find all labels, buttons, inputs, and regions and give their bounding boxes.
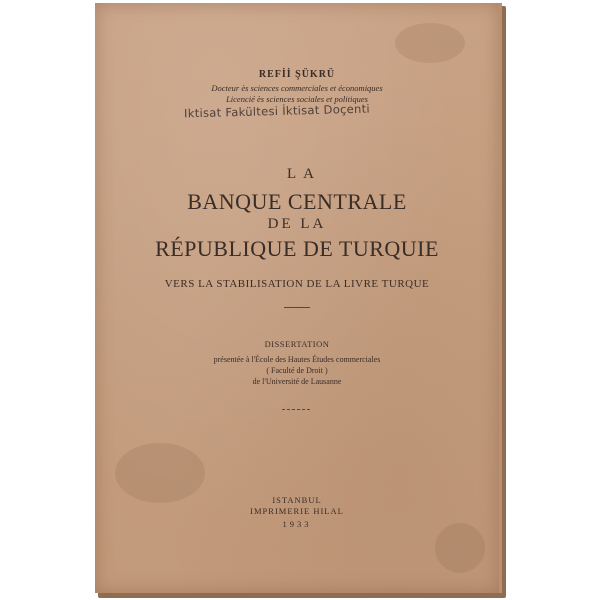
dissertation-line: de l'Université de Lausanne [252,377,342,386]
dissertation-line: présentée à l'École des Hautes Études commerciales [213,355,381,364]
paper-stain [115,443,205,503]
handwritten-note: Iktisat Fakültesi İktisat Doçenti [183,101,370,121]
paper-stain [395,23,465,63]
title-line: LA [287,166,321,182]
divider-rule [284,307,310,308]
publisher-city: ISTANBUL [272,495,322,505]
paper-stain [435,523,485,573]
title-line: DE LA [267,216,327,232]
author-credential: Licencié ès sciences sociales et politiques [226,94,368,104]
title-line: RÉPUBLIQUE DE TURQUIE [155,236,439,261]
title-line: BANQUE CENTRALE [187,189,407,214]
publication-year: 1933 [282,519,312,529]
book-cover [95,3,502,593]
divider-rule [282,409,312,410]
subtitle: VERS LA STABILISATION DE LA LIVRE TURQUE [164,278,430,290]
author-name: REFİİ ŞÜKRÜ [258,69,336,80]
dissertation-heading: DISSERTATION [264,339,330,349]
publisher-printer: IMPRIMERIE HILAL [250,506,344,516]
dissertation-line: ( Faculté de Droit ) [266,366,328,375]
author-credential: Docteur ès sciences commerciales et économiques [211,83,383,93]
